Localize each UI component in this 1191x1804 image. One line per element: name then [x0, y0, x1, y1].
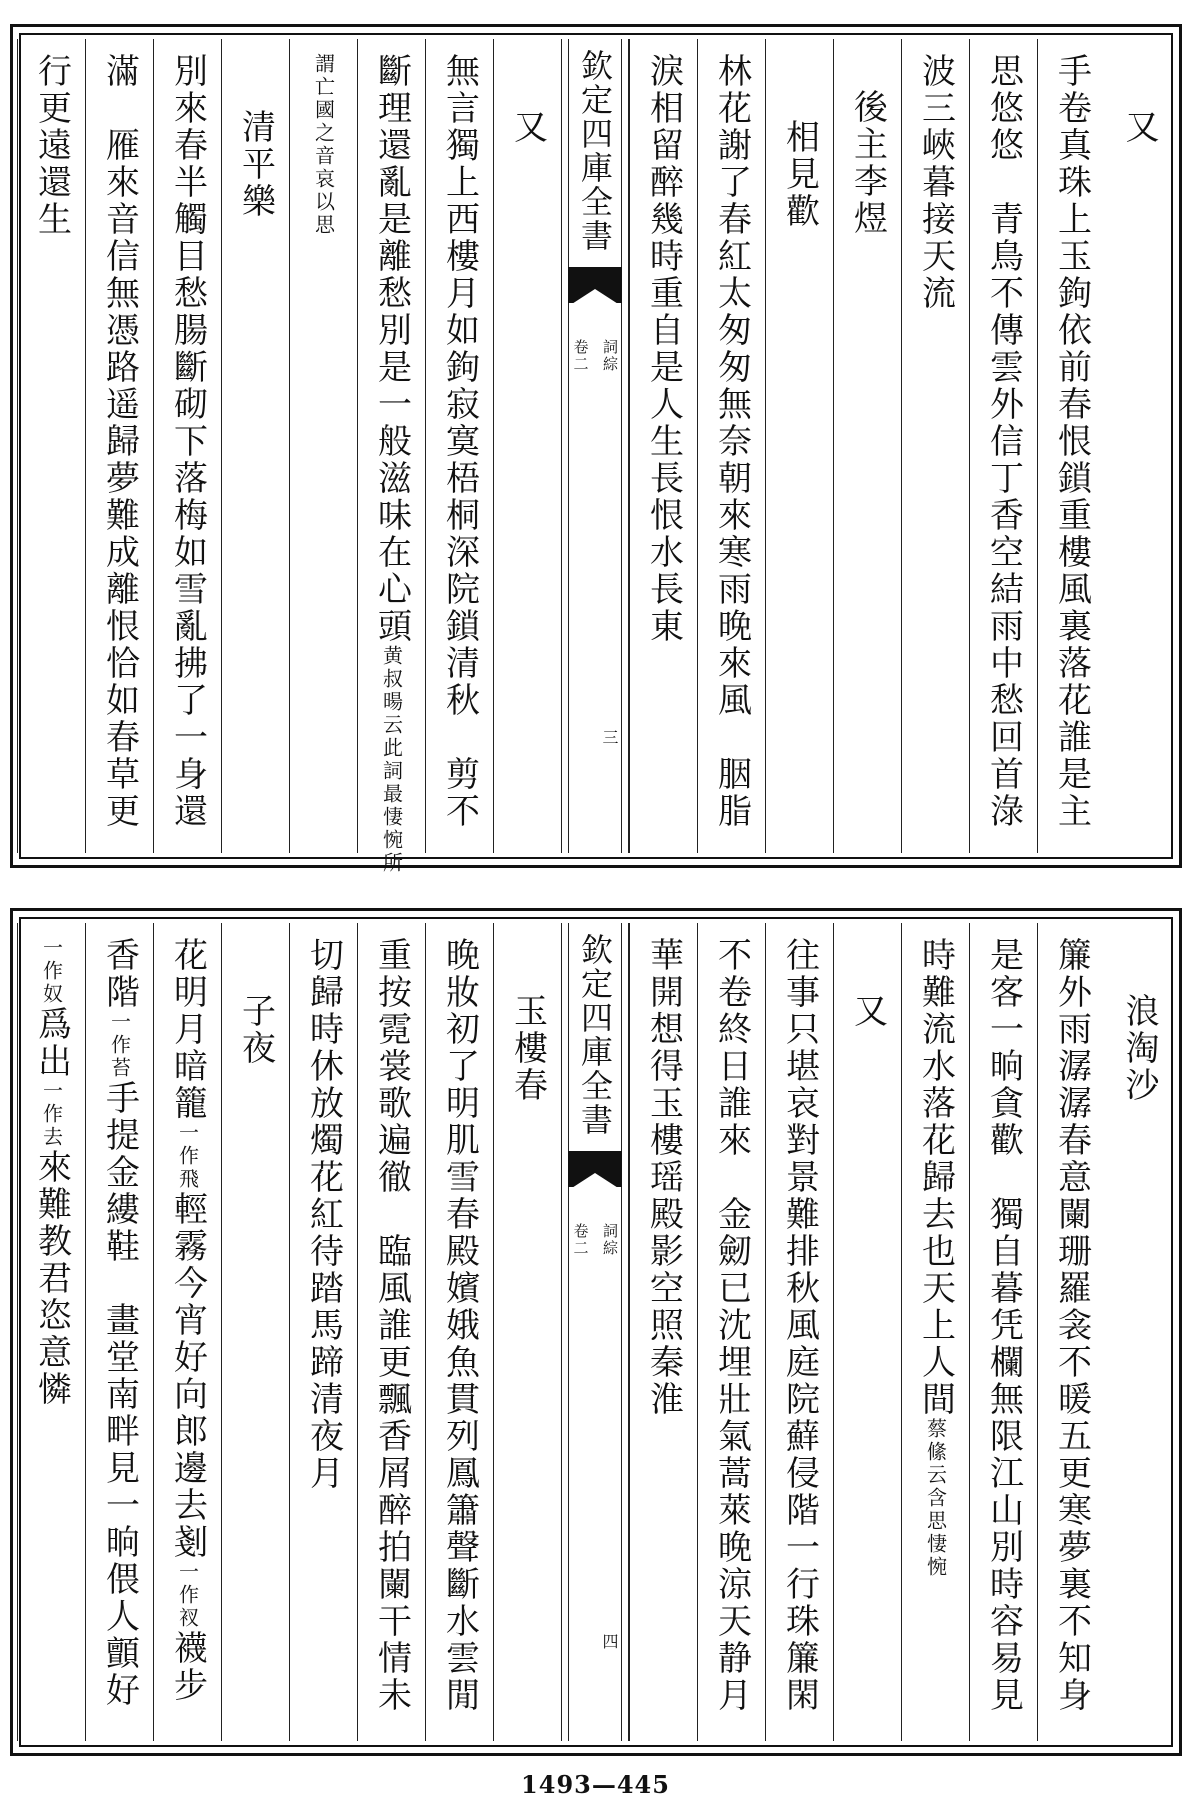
- text-column: [833, 923, 901, 1741]
- text-column: [221, 923, 289, 1741]
- inline-note: 謂亡國之音哀以思: [311, 53, 336, 237]
- column-text: [439, 937, 480, 1714]
- fish-tail-mark: [568, 267, 622, 303]
- text-column: [765, 39, 833, 853]
- main-text: 玉樓春: [507, 993, 548, 1104]
- text-column: [153, 39, 221, 853]
- main-text: 林花謝了春紅太匆匆無奈朝來寒雨晚來風 胭脂: [711, 53, 752, 830]
- main-text: 無言獨上西樓月如鉤寂寞梧桐深院鎖清秋 剪不: [439, 53, 480, 830]
- text-column: [493, 39, 561, 853]
- text-column: [493, 923, 561, 1741]
- column-text: [1051, 53, 1092, 830]
- spine-page-number: 四: [600, 1633, 619, 1651]
- main-text: 襪步: [167, 1630, 208, 1704]
- column-text: [167, 937, 208, 1704]
- column-text: [371, 937, 412, 1714]
- column-text: [439, 53, 480, 830]
- column-text: [167, 53, 208, 830]
- text-column: [17, 923, 85, 1741]
- text-column: [85, 923, 153, 1741]
- bottom-page: [10, 908, 1182, 1756]
- text-column: [629, 923, 697, 1741]
- column-text: [99, 53, 140, 830]
- top-page: [10, 24, 1182, 875]
- inline-note: 黄叔暘云此詞最悽惋所: [379, 645, 404, 875]
- spine-title: 欽定四庫全書: [576, 933, 614, 1137]
- text-column: [765, 923, 833, 1741]
- text-column: [289, 923, 357, 1741]
- text-column: [969, 923, 1037, 1741]
- main-text: 手卷真珠上玉鉤依前春恨鎖重樓風裏落花誰是主: [1051, 53, 1092, 830]
- inline-note: 一作苔: [107, 1011, 132, 1080]
- fish-tail-mark: [568, 1151, 622, 1187]
- text-column: [357, 39, 425, 875]
- main-text: 切歸時休放燭花紅待踏馬蹄清夜月: [303, 937, 344, 1492]
- column-text: [711, 937, 752, 1714]
- main-text: 行更遠還生: [31, 53, 72, 238]
- column-text: [643, 53, 684, 645]
- inline-note: 一作衩: [175, 1561, 200, 1630]
- text-column: [1037, 923, 1105, 1741]
- main-text: 思悠悠 青鳥不傳雲外信丁香空結雨中愁回首淥: [983, 53, 1024, 830]
- main-text: 滿 雁來音信無憑路遥歸夢難成離恨恰如春草更: [99, 53, 140, 830]
- main-text: 重按霓裳歌遍徹 臨風誰更飄香屑醉拍闌干情未: [371, 937, 412, 1714]
- inline-note: 一作飛: [175, 1122, 200, 1191]
- text-column: [425, 923, 493, 1741]
- text-column: [17, 39, 85, 853]
- main-text: 淚相留醉幾時重自是人生長恨水長東: [643, 53, 684, 645]
- column-text: [309, 53, 339, 237]
- main-text: 子夜: [235, 993, 276, 1067]
- main-text: 不卷終日誰來 金劒已沈埋壯氣蒿萊晚涼天静月: [711, 937, 752, 1714]
- main-text: 波三峽暮接天流: [915, 53, 956, 312]
- column-text: [371, 53, 412, 875]
- main-text: 輕霧今宵好向郎邊去剗: [167, 1191, 208, 1561]
- center-spine: [561, 923, 629, 1741]
- column-text: [303, 937, 344, 1492]
- main-text: 後主李煜: [847, 89, 888, 237]
- spine-volume: 卷二: [571, 339, 590, 373]
- inline-note: 蔡絛云含思悽惋: [923, 1418, 948, 1579]
- column-text: [779, 119, 820, 230]
- text-column: [85, 39, 153, 853]
- text-column: [697, 923, 765, 1741]
- column-text: [1119, 993, 1159, 1104]
- column-text: [235, 109, 276, 220]
- main-text: 又: [1119, 109, 1159, 146]
- spine-volume: 卷二: [571, 1223, 590, 1257]
- column-text: [99, 937, 140, 1709]
- column-text: [983, 53, 1024, 830]
- main-text: 浪淘沙: [1119, 993, 1159, 1104]
- text-column: [289, 39, 357, 853]
- text-column: [1105, 39, 1173, 853]
- spine-book: 詞綜: [601, 1223, 619, 1257]
- text-column: [153, 923, 221, 1741]
- text-column: [833, 39, 901, 853]
- column-text: [983, 937, 1024, 1714]
- main-text: 相見歡: [779, 119, 820, 230]
- text-column: [1037, 39, 1105, 853]
- main-text: 晚妝初了明肌雪春殿嬪娥魚貫列鳳簫聲斷水雲閒: [439, 937, 480, 1714]
- main-text: 爲出: [31, 1006, 72, 1080]
- main-text: 斷理還亂是離愁別是一般滋味在心頭: [371, 53, 412, 645]
- main-text: 花明月暗籠: [167, 937, 208, 1122]
- spine-title: 欽定四庫全書: [576, 49, 614, 253]
- center-spine: [561, 39, 629, 853]
- text-column: [1105, 923, 1173, 1741]
- text-column: [425, 39, 493, 853]
- text-column: [629, 39, 697, 853]
- main-text: 往事只堪哀對景難排秋風庭院蘚侵階一行珠簾閑: [779, 937, 820, 1714]
- column-text: [235, 993, 276, 1067]
- main-text: 香階: [99, 937, 140, 1011]
- inline-note: 一作奴: [39, 937, 64, 1006]
- column-text: [507, 993, 548, 1104]
- column-text: [1119, 109, 1159, 146]
- main-text: 清平樂: [235, 109, 276, 220]
- spine-page-number: 三: [600, 729, 619, 747]
- text-column: [697, 39, 765, 853]
- main-text: 又: [847, 993, 888, 1030]
- column-text: [711, 53, 752, 830]
- column-text: [847, 993, 888, 1030]
- column-text: [643, 937, 684, 1418]
- column-text: [31, 53, 72, 238]
- column-text: [31, 937, 72, 1408]
- spine-book: 詞綜: [601, 339, 619, 373]
- main-text: 時難流水落花歸去也天上人間: [915, 937, 956, 1418]
- main-text: 又: [507, 109, 548, 146]
- main-text: 手提金縷鞋 畫堂南畔見一晌偎人顫好: [99, 1080, 140, 1709]
- column-text: [507, 109, 548, 146]
- text-column: [901, 923, 969, 1741]
- column-text: [847, 89, 888, 237]
- main-text: 是客一晌貪歡 獨自暮凭欄無限江山別時容易見: [983, 937, 1024, 1714]
- main-text: 簾外雨潺潺春意闌珊羅衾不暖五更寒夢裏不知身: [1051, 937, 1092, 1714]
- main-text: 華開想得玉樓瑶殿影空照秦淮: [643, 937, 684, 1418]
- inline-note: 一作去: [39, 1080, 64, 1149]
- text-column: [901, 39, 969, 853]
- main-text: 來難教君恣意憐: [31, 1149, 72, 1408]
- column-text: [1051, 937, 1092, 1714]
- text-column: [357, 923, 425, 1741]
- column-text: [915, 53, 956, 312]
- text-column: [221, 39, 289, 853]
- text-column: [969, 39, 1037, 853]
- column-text: [915, 937, 956, 1579]
- column-text: [779, 937, 820, 1714]
- main-text: 別來春半觸目愁腸斷砌下落梅如雪亂拂了一身還: [167, 53, 208, 830]
- page-footer-number: 1493—445: [521, 1770, 670, 1799]
